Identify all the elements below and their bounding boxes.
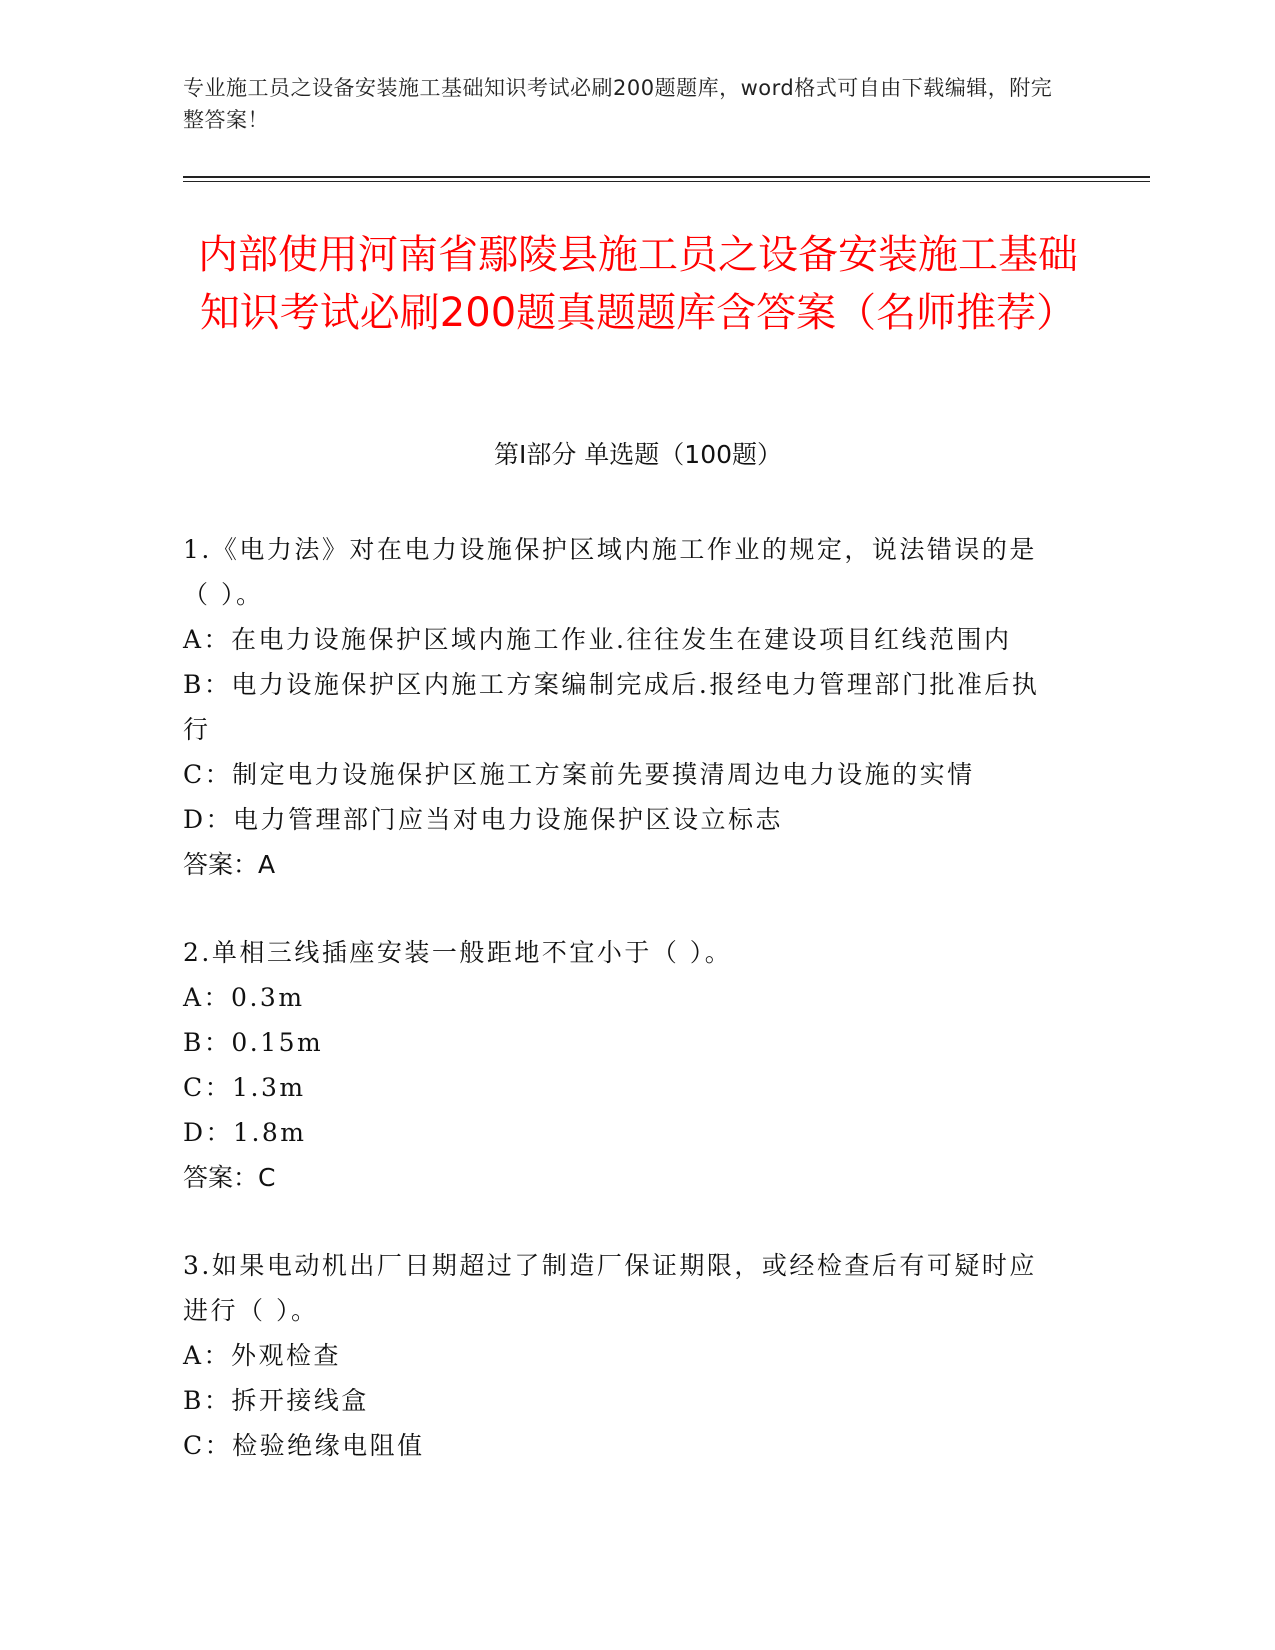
section-heading: 第Ⅰ部分 单选题（100题） [493,440,783,469]
question-item [183,930,1063,1200]
header-divider-thick [183,176,1150,178]
header-divider-thin [183,181,1150,182]
option-a: A：0.3m [183,983,305,1012]
question-text: 1.《电力法》对在电力设施保护区域内施工作业的规定，说法错误的是（ ）。 [183,535,1037,609]
option-b: B：电力设施保护区内施工方案编制完成后.报经电力管理部门批准后执行 [183,670,1040,744]
question-text: 2.单相三线插座安装一般距地不宜小于（ ）。 [183,938,733,967]
option-b: B：0.15m [183,1028,324,1057]
answer: 答案：A [183,850,276,879]
document-title: 内部使用河南省鄢陵县施工员之设备安装施工基础知识考试必刷200题真题题库含答案（名师推荐） [198,232,1078,336]
question-item [183,527,1063,887]
option-a: A：外观检查 [183,1341,342,1370]
question-text: 3.如果电动机出厂日期超过了制造厂保证期限，或经检查后有可疑时应进行（ ）。 [183,1251,1037,1325]
option-b: B：拆开接线盒 [183,1386,369,1415]
option-a: A：在电力设施保护区域内施工作业.往往发生在建设项目红线范围内 [183,625,1012,654]
option-c: C：1.3m [183,1073,306,1102]
header-note: 专业施工员之设备安装施工基础知识考试必刷200题题库，word格式可自由下载编辑，附完整答案！ [183,76,1053,132]
answer: 答案：C [183,1163,276,1192]
option-d: D：1.8m [183,1118,307,1147]
question-list [183,527,1063,1511]
option-c: C：制定电力设施保护区施工方案前先要摸清周边电力设施的实情 [183,760,975,789]
question-item [183,1243,1063,1468]
option-c: C：检验绝缘电阻值 [183,1431,425,1460]
option-d: D：电力管理部门应当对电力设施保护区设立标志 [183,805,784,834]
